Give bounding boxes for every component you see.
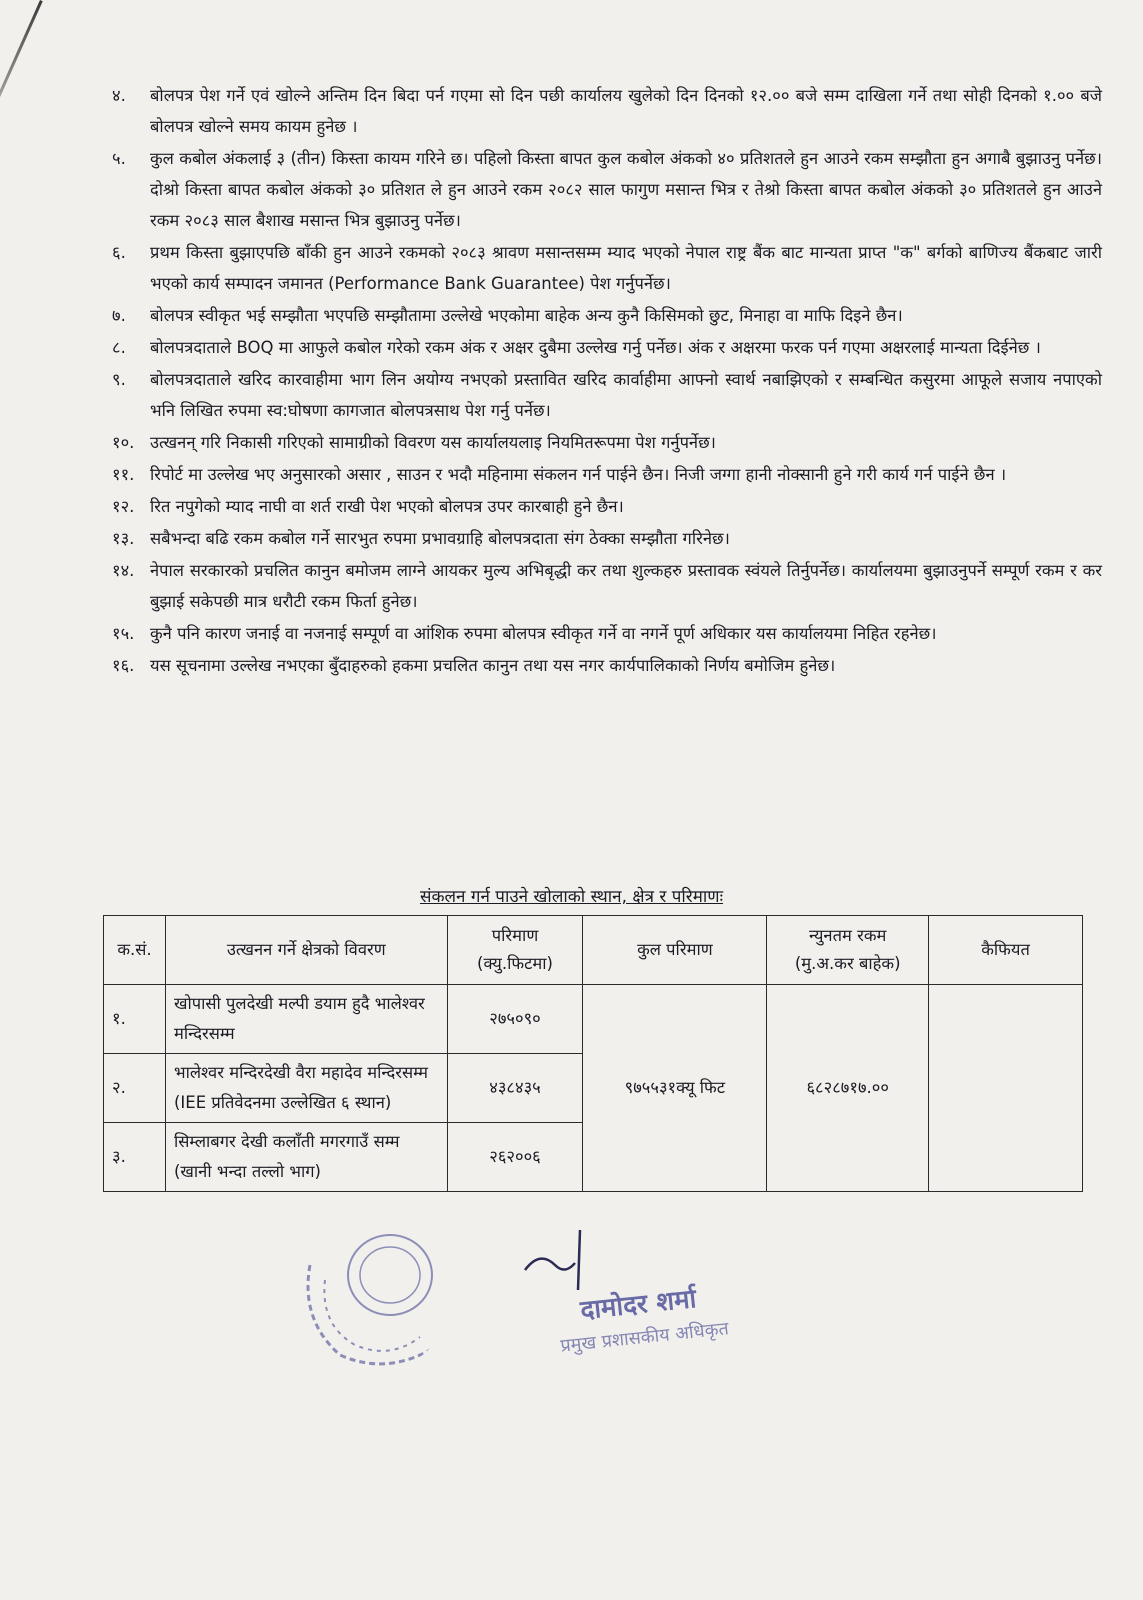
cell-area: भालेश्वर मन्दिरदेखी वैरा महादेव मन्दिरसम्म (IEE प्रतिवेदनमा उल्लेखित ६ स्थान)	[165, 1054, 447, 1123]
extraction-site-table	[103, 915, 1083, 1192]
clause-text: रिपोर्ट मा उल्लेख भए अनुसारको असार , साउन र भदौ महिनामा संकलन गर्न पाईने छैन। निजी जग्गा हानी नोक्सानी हुने गरी कार्य गर्न पाईने छैन ।	[150, 465, 1007, 484]
clause-number: १४.	[112, 561, 135, 580]
header-sn: क.सं.	[104, 916, 166, 985]
clause-number: १३.	[112, 529, 135, 548]
cell-area: खोपासी पुलदेखी मल्पी डयाम हुदै भालेश्वर मन्दिरसम्म	[165, 985, 447, 1054]
cell-area: सिम्लाबगर देखी कलाँती मगरगाउँ सम्म (खानी भन्दा तल्लो भाग)	[165, 1123, 447, 1192]
clause-text: बोलपत्र स्वीकृत भई सम्झौता भएपछि सम्झौतामा उल्लेखे भएकोमा बाहेक अन्य कुनै किसिमको छुट, मिनाहा वा माफि दिइने छैन।	[150, 306, 903, 325]
clause-text: रित नपुगेको म्याद नाघी वा शर्त राखी पेश भएको बोलपत्र उपर कारबाही हुने छैन।	[150, 497, 624, 516]
cell-quantity: २६२००६	[447, 1123, 583, 1192]
cell-quantity: २७५०९०	[447, 985, 583, 1054]
cell-quantity: ४३८४३५	[447, 1054, 583, 1123]
office-seal-icon	[280, 1225, 450, 1375]
clause-number: १६.	[112, 656, 135, 675]
cell-remarks	[929, 985, 1083, 1192]
clause-number: ५.	[112, 149, 126, 168]
clause-text: उत्खनन् गरि निकासी गरिएको सामाग्रीको विवरण यस कार्यालयलाइ नियमितरूपमा पेश गर्नुपर्नेछ।	[150, 433, 716, 452]
handwritten-signature-icon	[520, 1225, 620, 1295]
table-heading: संकलन गर्न पाउने खोलाको स्थान, क्षेत्र र परिमाणः	[419, 887, 724, 907]
header-quantity	[447, 916, 583, 985]
scan-edge-mark	[0, 0, 43, 175]
header-minimum-line1: न्युनतम रकम	[809, 926, 887, 945]
clause-8	[112, 332, 1102, 363]
signatory-title: प्रमुख प्रशासकीय अधिकृत	[559, 1318, 730, 1357]
clause-4	[112, 80, 1102, 142]
clause-number: ११.	[112, 465, 135, 484]
clause-15	[112, 618, 1102, 649]
clause-text: सबैभन्दा बढि रकम कबोल गर्ने सारभुत रुपमा प्रभावग्राहि बोलपत्रदाता संग ठेक्का सम्झौता गरिनेछ।	[150, 529, 730, 548]
signatory-name: दामोदर शर्मा	[578, 1283, 698, 1326]
clause-list	[112, 80, 1102, 682]
clause-16	[112, 650, 1102, 681]
header-minimum-line2: (मु.अ.कर बाहेक)	[794, 954, 901, 973]
header-minimum-amount	[767, 916, 929, 985]
clause-13	[112, 523, 1102, 554]
clause-10	[112, 427, 1102, 458]
cell-sn: ३.	[104, 1123, 166, 1192]
table-row	[104, 985, 1083, 1054]
header-quantity-line2: (क्यु.फिटमा)	[477, 954, 553, 973]
cell-total: ९७५५३१क्यू फिट	[583, 985, 767, 1192]
clause-text: प्रथम किस्ता बुझाएपछि बाँकी हुन आउने रकमको २०८३ श्रावण मसान्तसम्म म्याद भएको नेपाल राष्ट्र बैंक बाट मान्यता प्राप्त "क" बर्गको बाणिज्य बैंकबाट जारी भएको कार्य सम्पादन जमानत (Performance Bank Guarantee) पेश गर्नुपर्नेछ।	[150, 243, 1102, 293]
header-remarks: कैफियत	[929, 916, 1083, 985]
clause-text: कुनै पनि कारण जनाई वा नजनाई सम्पूर्ण वा आंशिक रुपमा बोलपत्र स्वीकृत गर्ने वा नगर्ने पूर्ण अधिकार यस कार्यालयमा निहित रहनेछ।	[150, 624, 937, 643]
header-quantity-line1: परिमाण	[491, 926, 539, 945]
clause-number: ४.	[112, 86, 126, 105]
clause-9	[112, 364, 1102, 426]
clause-text: कुल कबोल अंकलाई ३ (तीन) किस्ता कायम गरिने छ। पहिलो किस्ता बापत कुल कबोल अंकको ४० प्रतिशतले हुन आउने रकम सम्झौता हुन अगाबै बुझाउनु पर्नेछ। दोश्रो किस्ता बापत कबोल अंकको ३० प्रतिशत ले हुन आउने रकम २०८२ साल फागुण मसान्त भित्र र तेश्रो किस्ता बापत कबोल अंकको ३० प्रतिशतले हुन आउने रकम २०८३ साल बैशाख मसान्त भित्र बुझाउनु पर्नेछ।	[150, 149, 1102, 230]
clause-number: ९.	[112, 370, 126, 389]
clause-number: १५.	[112, 624, 135, 643]
clause-7	[112, 300, 1102, 331]
clause-text: बोलपत्र पेश गर्ने एवं खोल्ने अन्तिम दिन बिदा पर्न गएमा सो दिन पछी कार्यालय खुलेको दिन दिनको १२.०० बजे सम्म दाखिला गर्ने तथा सोही दिनको १.०० बजे बोलपत्र खोल्ने समय कायम हुनेछ ।	[150, 86, 1102, 136]
clause-14	[112, 555, 1102, 617]
cell-sn: २.	[104, 1054, 166, 1123]
cell-sn: १.	[104, 985, 166, 1054]
signature-block	[280, 1225, 800, 1385]
clause-number: ७.	[112, 306, 126, 325]
clause-11	[112, 459, 1102, 490]
clause-number: ६.	[112, 243, 126, 262]
clause-number: १०.	[112, 433, 135, 452]
cell-minimum-amount: ६८२८७१७.००	[767, 985, 929, 1192]
header-total: कुल परिमाण	[583, 916, 767, 985]
table-header-row	[104, 916, 1083, 985]
clause-text: यस सूचनामा उल्लेख नभएका बुँदाहरुको हकमा प्रचलित कानुन तथा यस नगर कार्यपालिकाको निर्णय बमोजिम हुनेछ।	[150, 656, 836, 675]
clause-12	[112, 491, 1102, 522]
clause-text: नेपाल सरकारको प्रचलित कानुन बमोजम लाग्ने आयकर मुल्य अभिबृद्धी कर तथा शुल्कहरु प्रस्तावक स्वंयले तिर्नुपर्नेछ। कार्यालयमा बुझाउनुपर्ने सम्पूर्ण रकम र कर बुझाई सकेपछी मात्र धरौटी रकम फिर्ता हुनेछ।	[150, 561, 1102, 611]
clause-number: ८.	[112, 338, 126, 357]
clause-text: बोलपत्रदाताले BOQ मा आफुले कबोल गरेको रकम अंक र अक्षर दुबैमा उल्लेख गर्नु पर्नेछ। अंक र अक्षरमा फरक पर्न गएमा अक्षरलाई मान्यता दिईनेछ ।	[150, 338, 1041, 357]
clause-text: बोलपत्रदाताले खरिद कारवाहीमा भाग लिन अयोग्य नभएको प्रस्तावित खरिद कार्वाहीमा आफ्नो स्वार्थ नबाझिएको र सम्बन्धित कसुरमा आफूले सजाय नपाएको भनि लिखित रुपमा स्व:घोषणा कागजात बोलपत्रसाथ पेश गर्नु पर्नेछ।	[150, 370, 1102, 420]
clause-6	[112, 237, 1102, 299]
clause-5	[112, 143, 1102, 236]
clause-number: १२.	[112, 497, 135, 516]
header-area: उत्खनन गर्ने क्षेत्रको विवरण	[165, 916, 447, 985]
